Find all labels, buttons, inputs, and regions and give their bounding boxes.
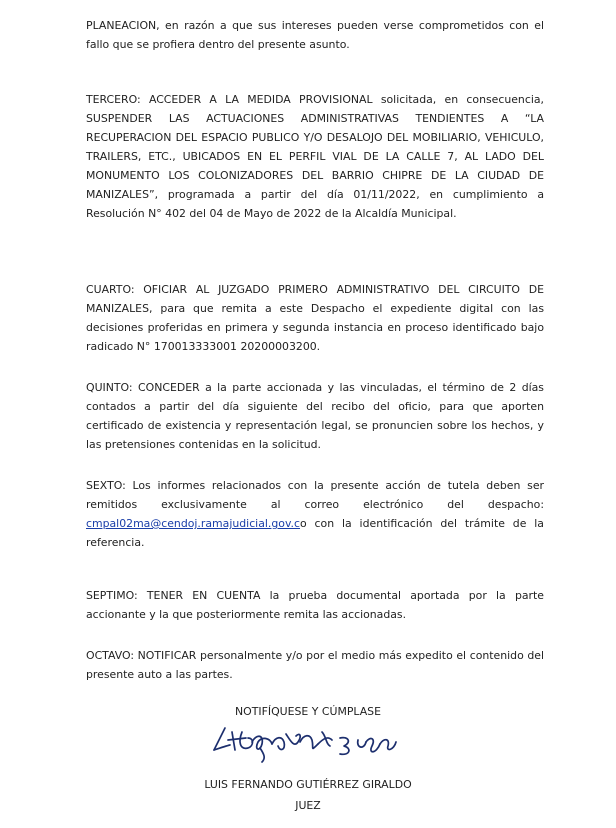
paragraph-octavo: OCTAVO: NOTIFICAR personalmente y/o por el medio más expedito el contenido del presente auto a las partes. — [86, 649, 544, 681]
signer-title: JUEZ — [295, 799, 321, 812]
court-email-link[interactable]: cmpal02ma@cendoj.ramajudicial.gov.c — [86, 517, 300, 530]
sexto-text-before: SEXTO: Los informes relacionados con la presente acción de tutela deben ser remitidos exclusivamente al correo electrónico del despacho: — [86, 479, 544, 511]
paragraph-septimo: SEPTIMO: TENER EN CUENTA la prueba documental aportada por la parte accionante y la que posteriormente remita las accionadas. — [86, 589, 544, 621]
signer-name: LUIS FERNANDO GUTIÉRREZ GIRALDO — [204, 778, 412, 791]
paragraph-quinto: QUINTO: CONCEDER a la parte accionada y las vinculadas, el término de 2 días contados a partir del día siguiente del recibo del oficio, para que aporten certificado de existencia y representación legal, se pronuncien sobre los hechos, y las pretensiones contenidas en la solicitud. — [86, 381, 544, 451]
paragraph-continuation: PLANEACION, en razón a que sus intereses pueden verse comprometidos con el fallo que se profiera dentro del presente asunto. — [86, 19, 544, 51]
closing-formula: NOTIFÍQUESE Y CÚMPLASE — [235, 705, 381, 718]
paragraph-sexto — [86, 476, 544, 552]
paragraph-tercero: TERCERO: ACCEDER A LA MEDIDA PROVISIONAL solicitada, en consecuencia, SUSPENDER LAS ACTUACIONES ADMINISTRATIVAS TENDIENTES A “LA RECUPERACION DEL ESPACIO PUBLICO Y/O DESALOJO DEL MOBILIARIO, VEHICULO, TRAILERS, ETC., UBICADOS EN EL PERFIL VIAL DE LA CALLE 7, AL LADO DEL MONUMENTO LOS COLONIZADORES DEL BARRIO CHIPRE DE LA CIUDAD DE MANIZALES”, programada a partir del día 01/11/2022, en cumplimiento a Resolución N° 402 del 04 de Mayo de 2022 de la Alcaldía Municipal. — [86, 93, 544, 220]
paragraph-cuarto: CUARTO: OFICIAR AL JUZGADO PRIMERO ADMINISTRATIVO DEL CIRCUITO DE MANIZALES, para que remita a este Despacho el expediente digital con las decisiones proferidas en primera y segunda instancia en proceso identificado bajo radicado N° 170013333001 20200003200. — [86, 283, 544, 353]
sexto-text-after: o con la identificación del trámite de la referencia. — [86, 517, 544, 549]
handwritten-signature — [200, 720, 416, 772]
